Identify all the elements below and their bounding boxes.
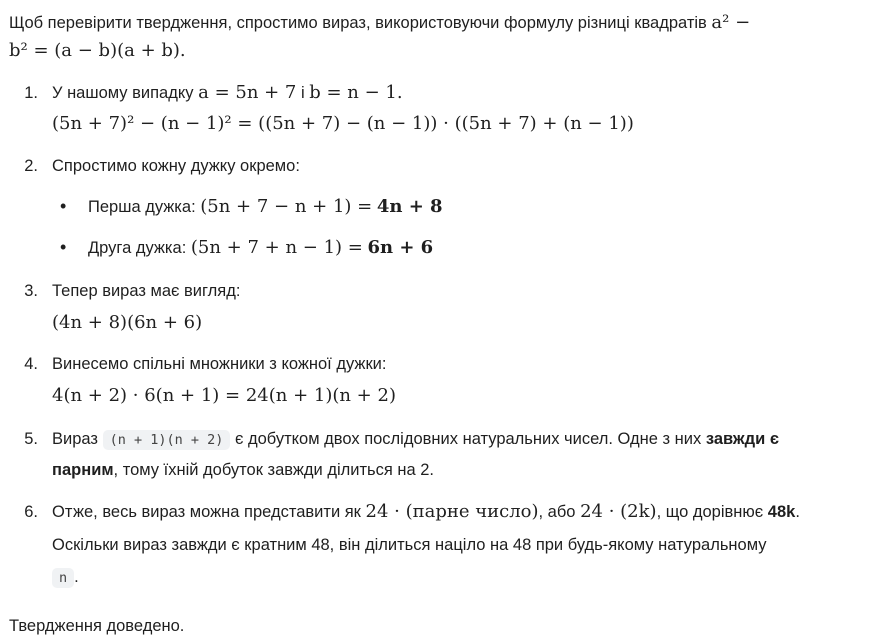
step-6-line-3: [52, 568, 79, 587]
conclusion: Твердження доведено.: [9, 617, 185, 635]
step-2-number: 2.: [24, 157, 38, 175]
step-5-bold-a: завжди є: [705, 430, 779, 448]
bullet-1-label: Перша дужка:: [88, 198, 196, 216]
step-1-text-b: і: [300, 84, 305, 102]
intro-formula-part-1: a² −: [711, 12, 751, 33]
step-1-math-b: b = n − 1.: [309, 82, 403, 103]
step-6-code: n: [52, 568, 74, 588]
step-1-number: 1.: [24, 84, 38, 102]
bullet-2-math: (5n + 7 + n − 1) =: [190, 237, 363, 258]
bullet-dot: •: [60, 196, 67, 216]
step-6-line-2: Оскільки вираз завжди є кратним 48, він ділиться націло на 48 при будь-якому натуральному: [52, 536, 767, 554]
step-5-bold-b: парним: [52, 461, 114, 479]
step-6-bold: 48k: [767, 503, 796, 521]
step-5-number: 5.: [24, 430, 38, 448]
step-5-text-c: , тому їхній добуток завжди ділиться на 2.: [113, 461, 435, 479]
step-2-text: Спростимо кожну дужку окремо:: [52, 157, 300, 175]
bullet-2-label: Друга дужка:: [88, 239, 187, 257]
step-6-line-1: [52, 501, 800, 522]
step-5-text-a: Вираз: [52, 430, 98, 448]
step-2-bullet-1: [88, 196, 443, 217]
step-3-number: 3.: [24, 282, 38, 300]
step-4-number: 4.: [24, 355, 38, 373]
step-6-text-d: .: [795, 503, 800, 521]
step-6-text-a: Отже, весь вираз можна представити як: [52, 503, 361, 521]
bullet-2-result: 6n + 6: [367, 237, 434, 258]
step-6-math-b: 24 · (2k): [580, 501, 657, 522]
intro-line-1: [9, 12, 750, 33]
bullet-1-result: 4n + 8: [376, 196, 443, 217]
step-5-line-1: [52, 430, 779, 449]
step-4-text: Винесемо спільні множники з кожної дужки:: [52, 355, 387, 373]
step-6-text-b: , або: [538, 503, 576, 521]
step-4-formula: 4(n + 2) · 6(n + 1) = 24(n + 1)(n + 2): [52, 385, 396, 406]
bullet-1-math: (5n + 7 − n + 1) =: [200, 196, 373, 217]
step-1-math-a: a = 5n + 7: [198, 82, 297, 103]
intro-text: Щоб перевірити твердження, спростимо вираз, використовуючи формулу різниці квадратів: [9, 14, 707, 32]
step-6-text-e: .: [74, 568, 79, 586]
step-1-line: [52, 82, 403, 103]
step-2-bullet-2: [88, 237, 433, 258]
step-6-number: 6.: [24, 503, 38, 521]
bullet-dot: •: [60, 237, 67, 257]
step-6-text-c: , що дорівнює: [656, 503, 764, 521]
step-3-text: Тепер вираз має вигляд:: [52, 282, 241, 300]
step-3-formula: (4n + 8)(6n + 6): [52, 312, 203, 333]
step-1-text-a: У нашому випадку: [52, 84, 194, 102]
step-5-code: (n + 1)(n + 2): [103, 430, 231, 450]
step-5-text-b: є добутком двох послідовних натуральних чисел. Одне з них: [234, 430, 702, 448]
step-6-math-a: 24 · (парне число): [365, 501, 539, 522]
intro-formula-part-2: b² = (a − b)(a + b).: [9, 40, 186, 61]
step-5-line-2: [52, 461, 434, 480]
step-1-formula: (5n + 7)² − (n − 1)² = ((5n + 7) − (n − 1)) · ((5n + 7) + (n − 1)): [52, 113, 634, 134]
